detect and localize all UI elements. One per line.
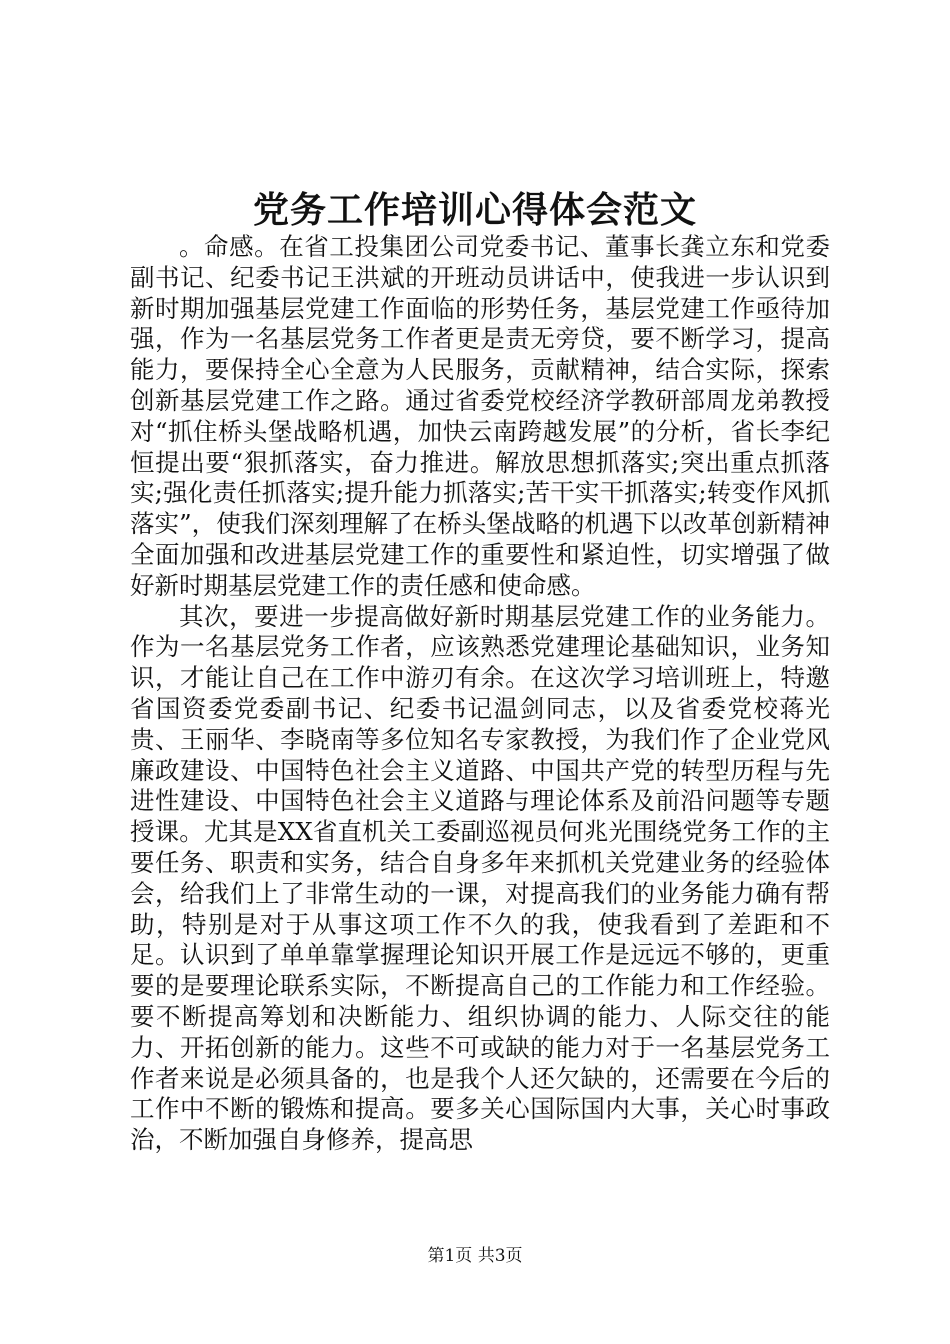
- document-title: 党务工作培训心得体会范文: [252, 189, 697, 231]
- paragraph-1: 。命感。在省工投集团公司党委书记、董事长龚立东和党委副书记、纪委书记王洪斌的开班动员讲话中，使我进一步认识到新时期加强基层党建工作面临的形势任务，基层党建工作亟待加强，作为一名基层党务工作者更是责无旁贷，要不断学习，提高能力，要保持全心全意为人民服务，贡献精神，结合实际，探索创新基层党建工作之路。通过省委党校经济学教研部周龙弟教授对“抓住桥头堡战略机遇，加快云南跨越发展”的分析，省长李纪恒提出要“狠抓落实，奋力推进。解放思想抓落实;突出重点抓落实;强化责任抓落实;提升能力抓落实;苦干实干抓落实;转变作风抓落实”，使我们深刻理解了在桥头堡战略的机遇下以改革创新精神全面加强和改进基层党建工作的重要性和紧迫性，切实增强了做好新时期基层党建工作的责任感和使命感。: [130, 232, 830, 600]
- page-footer: 第1页 共3页: [427, 1246, 523, 1266]
- paragraph-2: 其次，要进一步提高做好新时期基层党建工作的业务能力。作为一名基层党务工作者，应该熟悉党建理论基础知识，业务知识，才能让自己在工作中游刃有余。在这次学习培训班上，特邀省国资委党委副书记、纪委书记温剑同志，以及省委党校蒋光贵、王丽华、李晓南等多位知名专家教授，为我们作了企业党风廉政建设、中国特色社会主义道路、中国共产党的转型历程与先进性建设、中国特色社会主义道路与理论体系及前沿问题等专题授课。尤其是XX省直机关工委副巡视员何兆光围绕党务工作的主要任务、职责和实务，结合自身多年来抓机关党建业务的经验体会，给我们上了非常生动的一课，对提高我们的业务能力确有帮助，特别是对于从事这项工作不久的我，使我看到了差距和不足。认识到了单单靠掌握理论知识开展工作是远远不够的，更重要的是要理论联系实际，不断提高自己的工作能力和工作经验。要不断提高筹划和决断能力、组织协调的能力、人际交往的能力、开拓创新的能力。这些不可或缺的能力对于一名基层党务工作者来说是必须具备的，也是我个人还欠缺的，还需要在今后的工作中不断的锻炼和提高。要多关心国际国内大事，关心时事政治，不断加强自身修养，提高思: [130, 601, 830, 1155]
- document-body: [130, 232, 830, 1156]
